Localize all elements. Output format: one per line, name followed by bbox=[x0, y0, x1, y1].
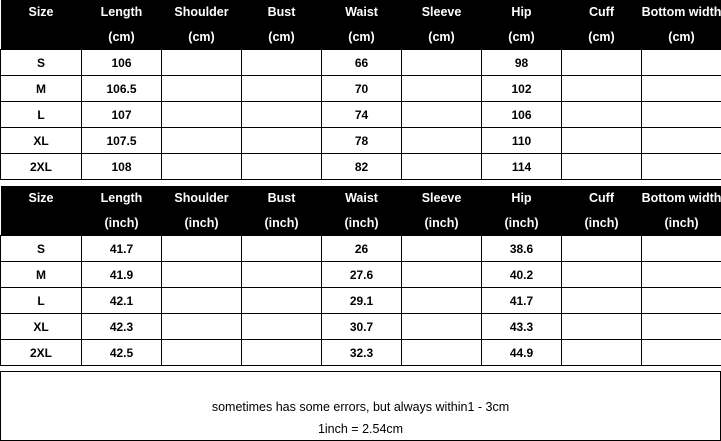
measurement-cell bbox=[562, 154, 642, 180]
table-row bbox=[1, 236, 721, 262]
measurement-cell bbox=[642, 340, 721, 366]
unit-length: (inch) bbox=[82, 210, 162, 236]
measurement-cell bbox=[402, 288, 482, 314]
measurement-cell bbox=[242, 102, 322, 128]
size-label-cell: 2XL bbox=[1, 154, 82, 180]
measurement-cell bbox=[242, 340, 322, 366]
measurement-cell: 78 bbox=[322, 128, 402, 154]
measurement-cell bbox=[562, 236, 642, 262]
measurement-cell bbox=[162, 236, 242, 262]
measurement-cell: 41.7 bbox=[82, 236, 162, 262]
measurement-cell: 106 bbox=[82, 50, 162, 76]
unit-waist: (inch) bbox=[322, 210, 402, 236]
measurement-cell bbox=[242, 50, 322, 76]
measurement-cell: 110 bbox=[482, 128, 562, 154]
header-bust: Bust bbox=[242, 186, 322, 210]
header-length: Length bbox=[82, 0, 162, 24]
table-row bbox=[1, 314, 721, 340]
header-bottom-width: Bottom width bbox=[642, 0, 721, 24]
measurement-cell: 114 bbox=[482, 154, 562, 180]
measurement-cell bbox=[402, 314, 482, 340]
measurement-cell bbox=[562, 128, 642, 154]
measurement-cell: 42.3 bbox=[82, 314, 162, 340]
header-bottom-width: Bottom width bbox=[642, 186, 721, 210]
unit-shoulder: (cm) bbox=[162, 24, 242, 50]
header-hip: Hip bbox=[482, 186, 562, 210]
measurement-cell bbox=[162, 128, 242, 154]
measurement-cell: 106.5 bbox=[82, 76, 162, 102]
unit-shoulder: (inch) bbox=[162, 210, 242, 236]
measurement-cell bbox=[642, 76, 721, 102]
measurement-cell: 44.9 bbox=[482, 340, 562, 366]
table-row bbox=[1, 340, 721, 366]
measurement-cell bbox=[162, 288, 242, 314]
header-sleeve: Sleeve bbox=[402, 0, 482, 24]
size-table-cm bbox=[0, 0, 721, 180]
measurement-cell: 26 bbox=[322, 236, 402, 262]
unit-sleeve: (inch) bbox=[402, 210, 482, 236]
size-label-cell: XL bbox=[1, 314, 82, 340]
header-shoulder: Shoulder bbox=[162, 0, 242, 24]
size-label-cell: L bbox=[1, 102, 82, 128]
measurement-cell bbox=[642, 262, 721, 288]
measurement-cell: 106 bbox=[482, 102, 562, 128]
table-row bbox=[1, 102, 721, 128]
measurement-cell bbox=[242, 76, 322, 102]
measurement-cell bbox=[402, 76, 482, 102]
measurement-cell bbox=[562, 314, 642, 340]
measurement-cell bbox=[162, 76, 242, 102]
unit-size bbox=[1, 210, 82, 236]
measurement-cell bbox=[642, 314, 721, 340]
header-size: Size bbox=[1, 0, 82, 24]
header-cuff: Cuff bbox=[562, 186, 642, 210]
measurement-cell bbox=[162, 154, 242, 180]
measurement-cell bbox=[562, 340, 642, 366]
measurement-cell bbox=[642, 154, 721, 180]
measurement-cell bbox=[402, 154, 482, 180]
size-rows-inch bbox=[1, 236, 721, 366]
header-hip: Hip bbox=[482, 0, 562, 24]
unit-size bbox=[1, 24, 82, 50]
unit-bottom-width: (cm) bbox=[642, 24, 721, 50]
size-label-cell: M bbox=[1, 262, 82, 288]
unit-bottom-width: (inch) bbox=[642, 210, 721, 236]
measurement-cell: 70 bbox=[322, 76, 402, 102]
header-waist: Waist bbox=[322, 0, 402, 24]
size-label-cell: M bbox=[1, 76, 82, 102]
measurement-cell bbox=[402, 50, 482, 76]
measurement-cell bbox=[402, 236, 482, 262]
unit-sleeve: (cm) bbox=[402, 24, 482, 50]
measurement-cell bbox=[562, 262, 642, 288]
size-label-cell: S bbox=[1, 236, 82, 262]
measurement-cell: 30.7 bbox=[322, 314, 402, 340]
measurement-cell: 42.5 bbox=[82, 340, 162, 366]
measurement-cell bbox=[642, 236, 721, 262]
unit-bust: (inch) bbox=[242, 210, 322, 236]
measurement-cell: 43.3 bbox=[482, 314, 562, 340]
measurement-cell: 82 bbox=[322, 154, 402, 180]
measurement-cell bbox=[642, 50, 721, 76]
unit-cuff: (cm) bbox=[562, 24, 642, 50]
measurement-cell: 74 bbox=[322, 102, 402, 128]
measurement-cell bbox=[642, 102, 721, 128]
measurement-cell: 40.2 bbox=[482, 262, 562, 288]
measurement-cell bbox=[242, 236, 322, 262]
measurement-cell: 41.7 bbox=[482, 288, 562, 314]
measurement-cell: 29.1 bbox=[322, 288, 402, 314]
measurement-cell bbox=[402, 262, 482, 288]
measurement-cell: 32.3 bbox=[322, 340, 402, 366]
measurement-cell bbox=[402, 340, 482, 366]
header-sleeve: Sleeve bbox=[402, 186, 482, 210]
measurement-cell bbox=[242, 262, 322, 288]
unit-bust: (cm) bbox=[242, 24, 322, 50]
measurement-cell bbox=[242, 288, 322, 314]
measurement-cell: 102 bbox=[482, 76, 562, 102]
measurement-cell bbox=[642, 288, 721, 314]
measurement-cell bbox=[162, 50, 242, 76]
measurement-cell: 42.1 bbox=[82, 288, 162, 314]
unit-cuff: (inch) bbox=[562, 210, 642, 236]
table-row bbox=[1, 50, 721, 76]
header-bust: Bust bbox=[242, 0, 322, 24]
table-row bbox=[1, 128, 721, 154]
note-unit-conversion: 1inch = 2.54cm bbox=[317, 422, 404, 436]
size-label-cell: XL bbox=[1, 128, 82, 154]
measurement-cell bbox=[162, 314, 242, 340]
measurement-cell: 27.6 bbox=[322, 262, 402, 288]
size-label-cell: 2XL bbox=[1, 340, 82, 366]
measurement-cell: 107.5 bbox=[82, 128, 162, 154]
measurement-cell: 41.9 bbox=[82, 262, 162, 288]
unit-hip: (cm) bbox=[482, 24, 562, 50]
measurement-cell: 66 bbox=[322, 50, 402, 76]
measurement-cell bbox=[162, 262, 242, 288]
table-row bbox=[1, 262, 721, 288]
size-label-cell: S bbox=[1, 50, 82, 76]
header-cuff: Cuff bbox=[562, 0, 642, 24]
measurement-cell: 98 bbox=[482, 50, 562, 76]
measurement-cell bbox=[642, 128, 721, 154]
measurement-cell: 108 bbox=[82, 154, 162, 180]
measurement-cell bbox=[402, 128, 482, 154]
unit-hip: (inch) bbox=[482, 210, 562, 236]
measurement-cell bbox=[562, 102, 642, 128]
unit-waist: (cm) bbox=[322, 24, 402, 50]
size-table-inch bbox=[0, 186, 721, 366]
unit-length: (cm) bbox=[82, 24, 162, 50]
measurement-note bbox=[0, 371, 721, 441]
measurement-cell: 107 bbox=[82, 102, 162, 128]
measurement-cell bbox=[162, 102, 242, 128]
header-length: Length bbox=[82, 186, 162, 210]
table-row bbox=[1, 76, 721, 102]
measurement-cell bbox=[562, 288, 642, 314]
header-shoulder: Shoulder bbox=[162, 186, 242, 210]
measurement-cell bbox=[562, 76, 642, 102]
measurement-cell: 38.6 bbox=[482, 236, 562, 262]
header-waist: Waist bbox=[322, 186, 402, 210]
table-row bbox=[1, 288, 721, 314]
measurement-cell bbox=[242, 314, 322, 340]
measurement-cell bbox=[242, 154, 322, 180]
size-label-cell: L bbox=[1, 288, 82, 314]
measurement-cell bbox=[162, 340, 242, 366]
measurement-cell bbox=[402, 102, 482, 128]
size-rows-cm bbox=[1, 50, 721, 180]
measurement-cell bbox=[242, 128, 322, 154]
table-row bbox=[1, 154, 721, 180]
note-error-tolerance: sometimes has some errors, but always within1 - 3cm bbox=[211, 400, 510, 414]
measurement-cell bbox=[562, 50, 642, 76]
header-size: Size bbox=[1, 186, 82, 210]
